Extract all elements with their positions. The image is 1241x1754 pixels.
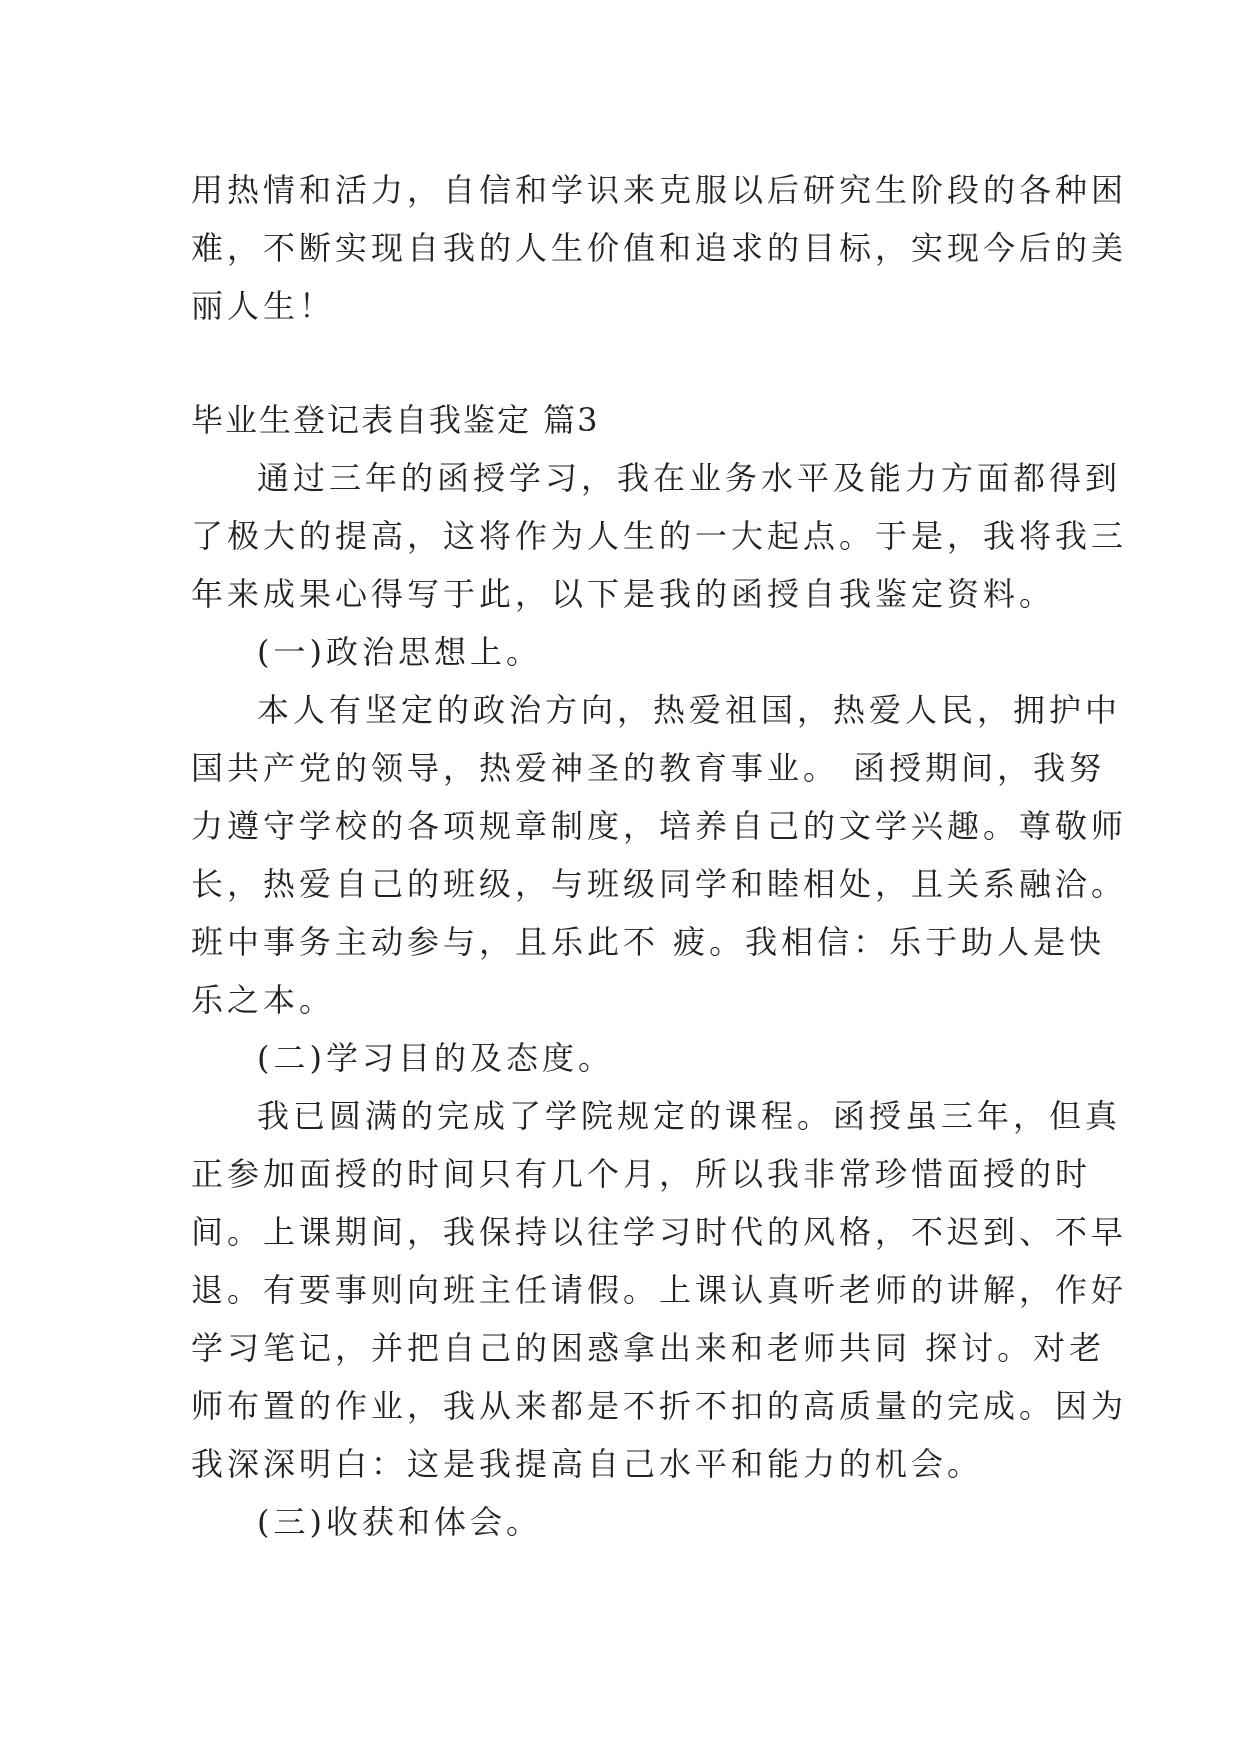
paragraph-line: 退。有要事则向班主任请假。上课认真听老师的讲解，作好 xyxy=(191,1271,1128,1309)
paragraph-line: 班中事务主动参与，且乐此不 疲。我相信：乐于助人是快 xyxy=(191,923,1106,961)
paragraph-line: 通过三年的函授学习，我在业务水平及能力方面都得到 xyxy=(257,459,1122,497)
paragraph-line: 力遵守学校的各项规章制度，培养自己的文学兴趣。尊敬师 xyxy=(191,807,1128,845)
subheading: (三)收获和体会。 xyxy=(257,1503,542,1541)
subheading: (一)政治思想上。 xyxy=(257,633,542,671)
paragraph-line: 我深深明白：这是我提高自己水平和能力的机会。 xyxy=(191,1445,984,1483)
paragraph-line: 学习笔记，并把自己的困惑拿出来和老师共同 探讨。对老 xyxy=(191,1329,1106,1367)
paragraph-line: 正参加面授的时间只有几个月，所以我非常珍惜面授的时 xyxy=(191,1155,1092,1193)
paragraph-line: 用热情和活力，自信和学识来克服以后研究生阶段的各种困 xyxy=(191,171,1128,209)
paragraph-line: 难，不断实现自我的人生价值和追求的目标，实现今后的美 xyxy=(191,229,1128,267)
paragraph-line: 本人有坚定的政治方向，热爱祖国，热爱人民，拥护中 xyxy=(257,691,1122,729)
paragraph-line: 师布置的作业，我从来都是不折不扣的高质量的完成。因为 xyxy=(191,1387,1128,1425)
paragraph-line: 长，热爱自己的班级，与班级同学和睦相处，且关系融洽。 xyxy=(191,865,1128,903)
paragraph-line: 年来成果心得写于此，以下是我的函授自我鉴定资料。 xyxy=(191,575,1056,613)
subheading: (二)学习目的及态度。 xyxy=(257,1039,614,1077)
paragraph-line: 乐之本。 xyxy=(191,981,336,1019)
section-heading: 毕业生登记表自我鉴定 篇3 xyxy=(191,401,600,439)
paragraph-line: 国共产党的领导，热爱神圣的教育事业。 函授期间，我努 xyxy=(191,749,1106,787)
paragraph-line: 间。上课期间，我保持以往学习时代的风格，不迟到、不早 xyxy=(191,1213,1128,1251)
paragraph-line: 我已圆满的完成了学院规定的课程。函授虽三年，但真 xyxy=(257,1097,1122,1135)
paragraph-line: 丽人生！ xyxy=(191,287,336,325)
paragraph-line: 了极大的提高，这将作为人生的一大起点。于是，我将我三 xyxy=(191,517,1128,555)
